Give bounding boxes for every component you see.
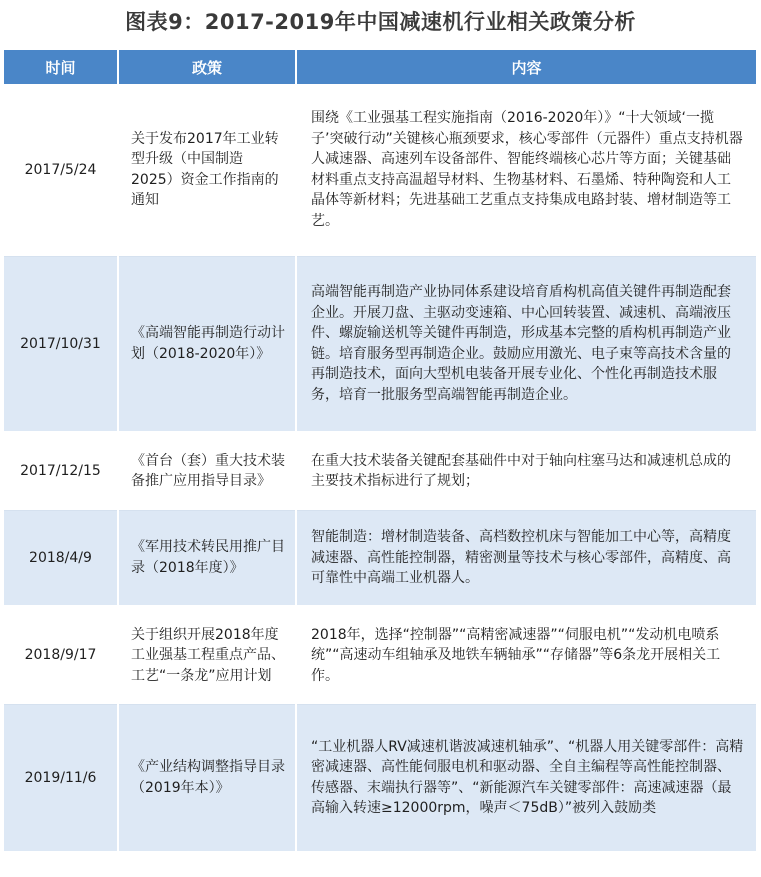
row-policy: 《首台（套）重大技术装备推广应用指导目录》 xyxy=(118,432,296,510)
row-policy: 《高端智能再制造行动计划（2018-2020年）》 xyxy=(118,256,296,432)
table-row xyxy=(4,606,756,704)
row-time: 2018/4/9 xyxy=(4,510,118,606)
page-title: 图表9：2017-2019年中国减速机行业相关政策分析 xyxy=(125,10,636,34)
row-content: 在重大技术装备关键配套基础件中对于轴向柱塞马达和减速机总成的主要技术指标进行了规划； xyxy=(296,432,756,510)
row-time: 2018/9/17 xyxy=(4,606,118,704)
row-time: 2019/11/6 xyxy=(4,704,118,852)
header-policy: 政策 xyxy=(118,50,296,84)
row-time: 2017/10/31 xyxy=(4,256,118,432)
row-policy: 《军用技术转民用推广目录（2018年度）》 xyxy=(118,510,296,606)
row-content: 高端智能再制造产业协同体系建设培育盾构机高值关键件再制造配套企业。开展刀盘、主驱动变速箱、中心回转装置、减速机、高端液压件、螺旋输送机等关键件再制造，形成基本完整的盾构机再制造产业链。培育服务型再制造企业。鼓励应用激光、电子束等高技术含量的再制造技术，面向大型机电装备开展专业化、个性化再制造技术服务，培育一批服务型高端智能再制造企业。 xyxy=(296,256,756,432)
row-time: 2017/12/15 xyxy=(4,432,118,510)
table-row xyxy=(4,84,756,256)
row-policy: 关于组织开展2018年度工业强基工程重点产品、工艺“一条龙”应用计划 xyxy=(118,606,296,704)
table-row xyxy=(4,256,756,432)
header-content: 内容 xyxy=(296,50,756,84)
table-row xyxy=(4,510,756,606)
row-time: 2017/5/24 xyxy=(4,84,118,256)
policy-table xyxy=(4,50,756,853)
row-content: 2018年，选择“控制器”“高精密减速器”“伺服电机”“发动机电喷系统”“高速动车组轴承及地铁车辆轴承”“存储器”等6条龙开展相关工作。 xyxy=(296,606,756,704)
row-policy: 《产业结构调整指导目录（2019年本）》 xyxy=(118,704,296,852)
row-content: 智能制造：增材制造装备、高档数控机床与智能加工中心等，高精度减速器、高性能控制器，精密测量等技术与核心零部件，高精度、高可靠性中高端工业机器人。 xyxy=(296,510,756,606)
table-header-row xyxy=(4,50,756,84)
row-content: “工业机器人RV减速机谐波减速机轴承”、“机器人用关键零部件：高精密减速器、高性能伺服电机和驱动器、全自主编程等高性能控制器、传感器、末端执行器等”、“新能源汽车关键零部件：高速减速器（最高输入转速≥12000rpm，噪声＜75dB）”被列入鼓励类 xyxy=(296,704,756,852)
table-row xyxy=(4,432,756,510)
row-content: 围绕《工业强基工程实施指南（2016-2020年）》“十大领域‘一揽子’突破行动”关键核心瓶颈要求，核心零部件（元器件）重点支持机器人减速器、高速列车设备部件、智能终端核心芯片等方面；关键基础材料重点支持高温超导材料、生物基材料、石墨烯、特种陶瓷和人工晶体等新材料；先进基础工艺重点支持集成电路封装、增材制造等工艺。 xyxy=(296,84,756,256)
header-time: 时间 xyxy=(4,50,118,84)
row-policy: 关于发布2017年工业转型升级（中国制造2025）资金工作指南的通知 xyxy=(118,84,296,256)
table-row xyxy=(4,704,756,852)
